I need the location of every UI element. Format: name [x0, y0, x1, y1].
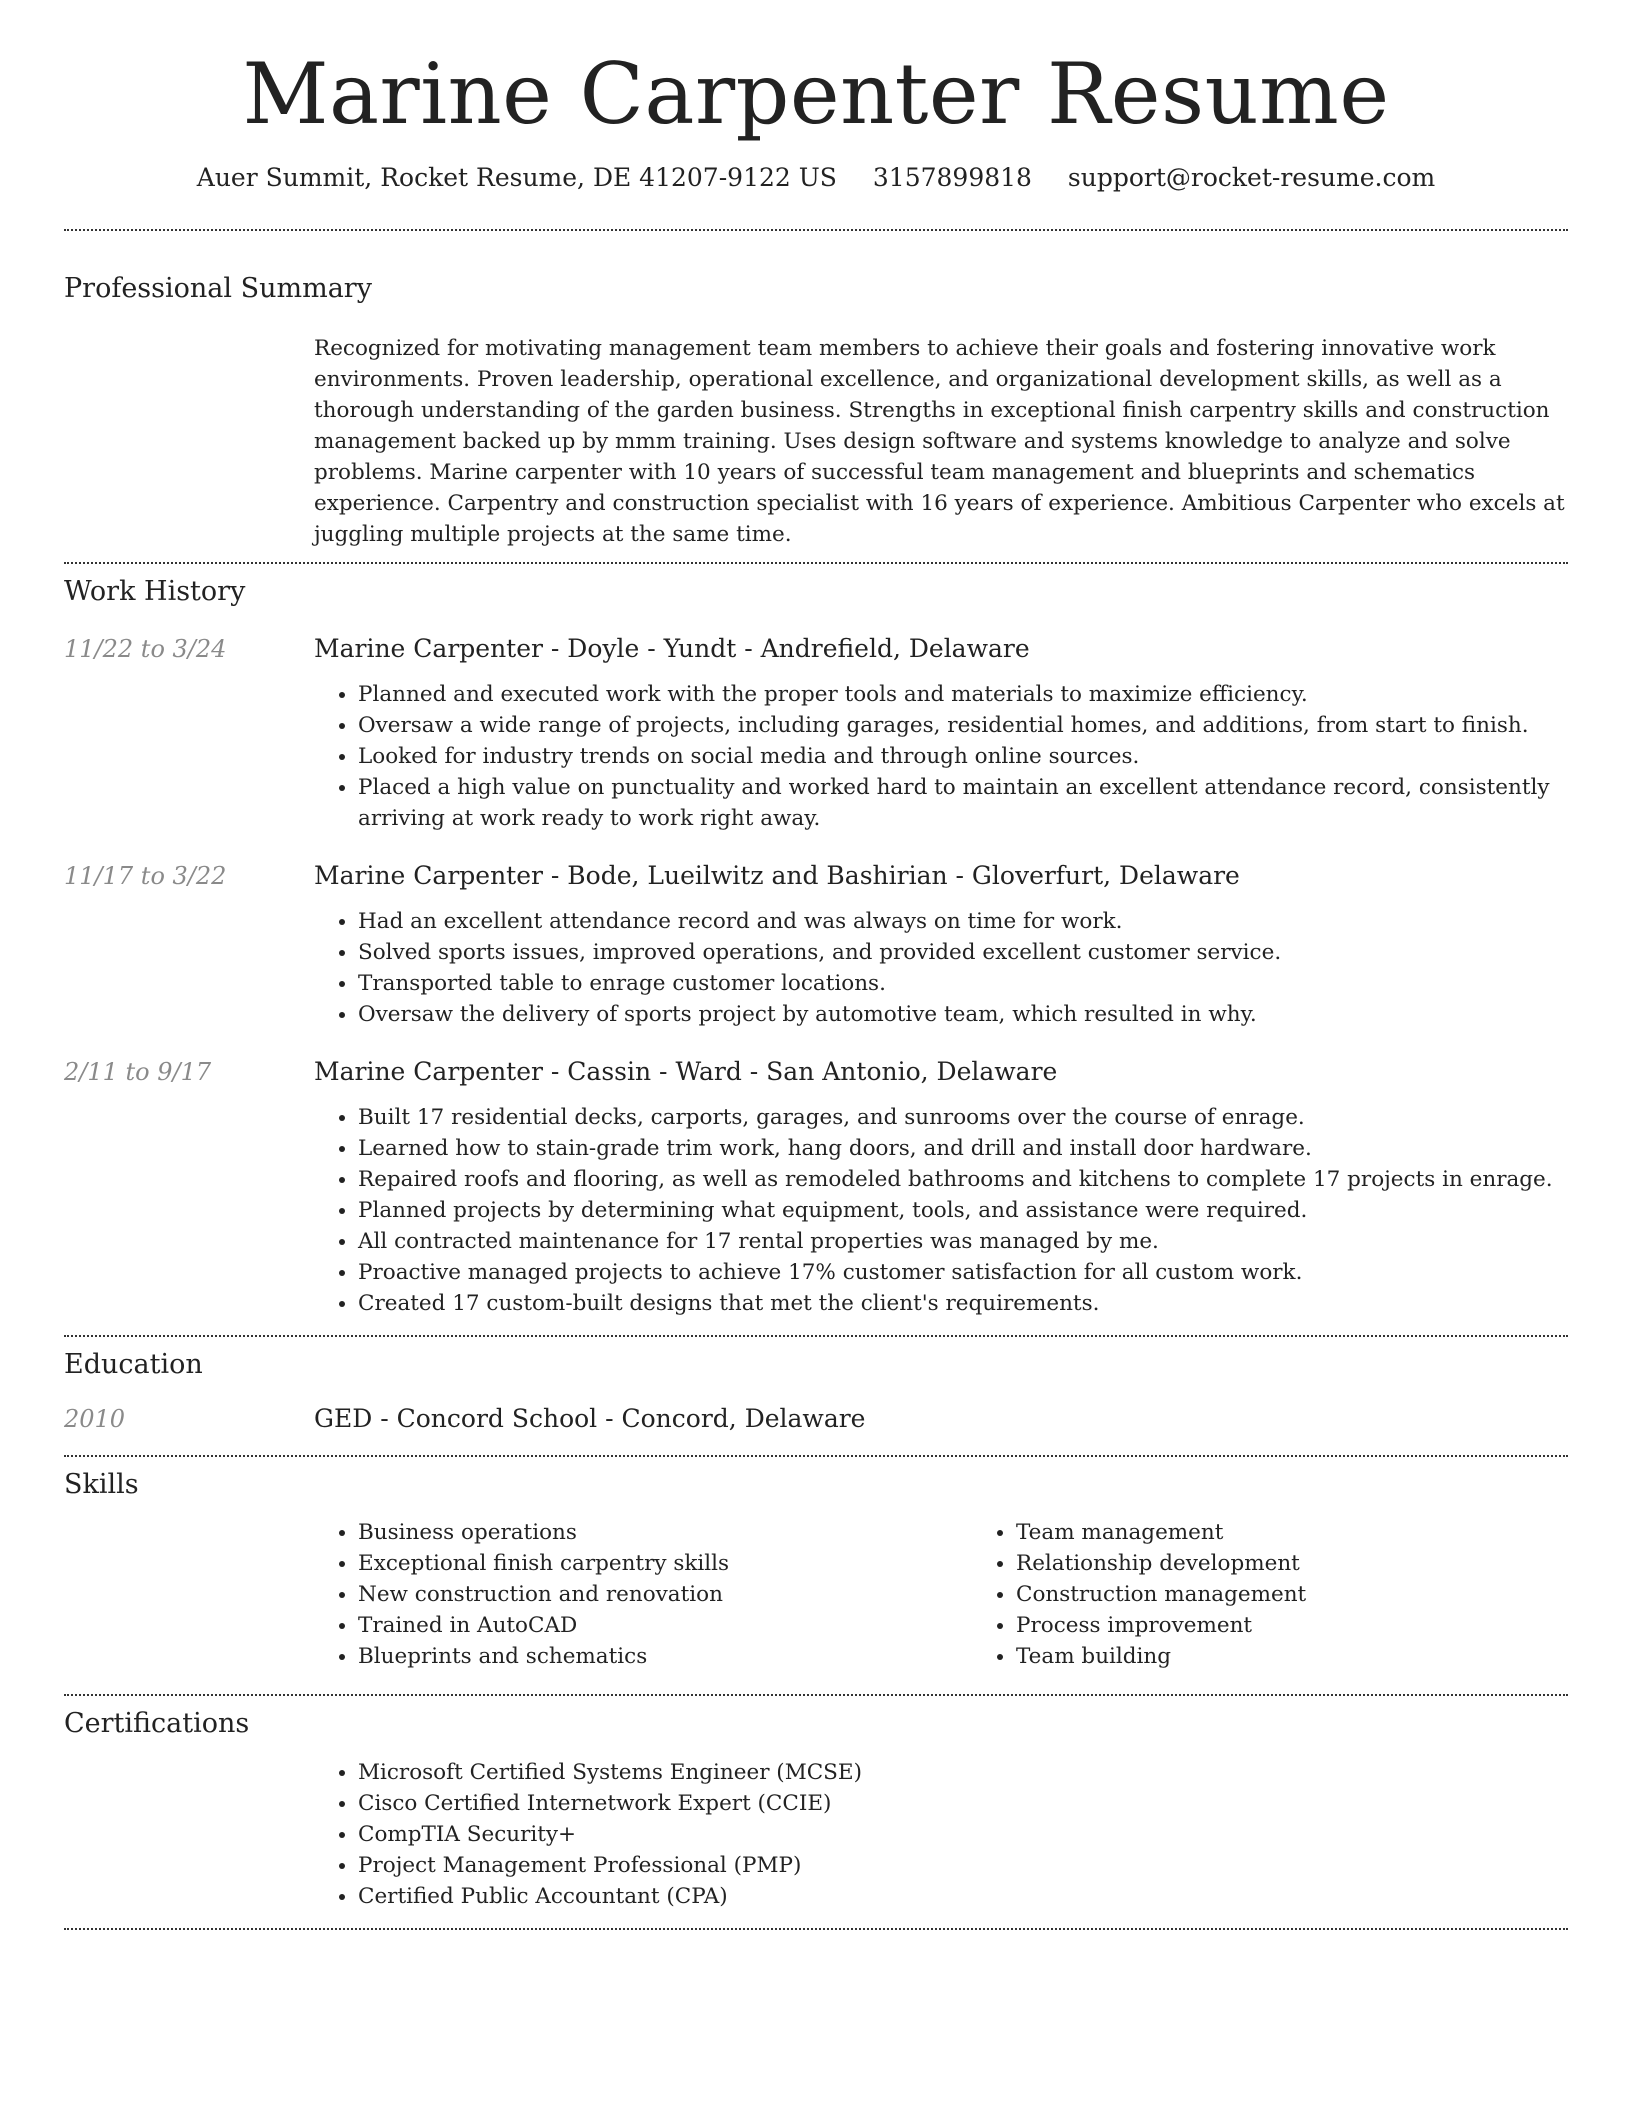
job-bullets	[314, 1102, 1568, 1319]
job-bullet: • Learned how to stain-grade trim work, hang doors, and drill and install door hardware.	[358, 1133, 1568, 1164]
education-entry	[64, 1403, 1568, 1435]
job-bullet: • All contracted maintenance for 17 rental properties was managed by me.	[358, 1226, 1568, 1257]
certifications-section	[64, 1696, 1568, 1927]
certifications-heading: Certifications	[64, 1708, 250, 1740]
job-bullet: • Planned projects by determining what equipment, tools, and assistance were required.	[358, 1195, 1568, 1226]
job-bullet: • Had an excellent attendance record and was always on time for work.	[358, 906, 1568, 937]
skills-row	[64, 1501, 1568, 1694]
contact-email: support@rocket-resume.com	[1067, 163, 1436, 193]
certification-item: • Certified Public Accountant (CPA)	[358, 1881, 1568, 1912]
job-title: Marine Carpenter - Bode, Lueilwitz and Bashirian - Gloverfurt, Delaware	[314, 860, 1240, 890]
job-bullets	[314, 679, 1568, 834]
skills-section	[64, 1457, 1568, 1694]
certifications-divider	[64, 1928, 1568, 1930]
skill-item: • Team building	[1016, 1641, 1630, 1672]
summary-text: Recognized for motivating management team members to achieve their goals and fostering innovative work environments. Proven leadership, operational excellence, and organizational development skills, as well as a thorough understanding of the garden business. Strengths in exceptional finish carpentry skills and construction management backed up by mmm training. Uses design software and systems knowledge to analyze and solve problems. Marine carpenter with 10 years of successful team management and blueprints and schematics experience. Carpentry and construction specialist with 16 years of experience. Ambitious Carpenter who excels at juggling multiple projects at the same time.	[314, 336, 1565, 548]
skill-item: • Exceptional finish carpentry skills	[358, 1548, 972, 1579]
skills-heading: Skills	[64, 1469, 139, 1501]
contact-phone: 3157899818	[872, 163, 1032, 193]
skill-item: • Team management	[1016, 1517, 1630, 1548]
job-bullets	[314, 906, 1568, 1030]
job-bullet: • Created 17 custom-built designs that met the client's requirements.	[358, 1288, 1568, 1319]
job-title: Marine Carpenter - Doyle - Yundt - Andrefield, Delaware	[314, 633, 1030, 663]
education-section	[64, 1337, 1568, 1435]
certifications-list	[314, 1757, 1568, 1912]
work-history-section	[64, 564, 1568, 1334]
skills-list-right	[972, 1517, 1630, 1672]
summary-row	[64, 305, 1568, 562]
certification-item: • Microsoft Certified Systems Engineer (MCSE)	[358, 1757, 1568, 1788]
job-bullet: • Repaired roofs and flooring, as well as remodeled bathrooms and kitchens to complete 17 projects in enrage.	[358, 1164, 1568, 1195]
skill-item: • Blueprints and schematics	[358, 1641, 972, 1672]
contact-address: Auer Summit, Rocket Resume, DE 41207-9122 US	[196, 163, 837, 193]
job-dates: 11/22 to 3/24	[64, 634, 227, 663]
job-bullet: • Placed a high value on punctuality and worked hard to maintain an excellent attendance record, consistently arriving at work ready to work right away.	[358, 772, 1568, 834]
jobs-list	[64, 633, 1568, 1319]
job-bullet: • Oversaw a wide range of projects, including garages, residential homes, and additions, from start to finish.	[358, 710, 1568, 741]
job-bullet: • Oversaw the delivery of sports project by automotive team, which resulted in why.	[358, 999, 1568, 1030]
job-bullet: • Transported table to enrage customer locations.	[358, 968, 1568, 999]
job-bullet: • Solved sports issues, improved operations, and provided excellent customer service.	[358, 937, 1568, 968]
job-bullet: • Built 17 residential decks, carports, garages, and sunrooms over the course of enrage.	[358, 1102, 1568, 1133]
job-bullet: • Planned and executed work with the proper tools and materials to maximize efficiency.	[358, 679, 1568, 710]
summary-body	[314, 305, 1568, 562]
job-details	[314, 633, 1568, 834]
contact-line	[64, 162, 1568, 195]
skill-item: • Process improvement	[1016, 1610, 1630, 1641]
skill-item: • New construction and renovation	[358, 1579, 972, 1610]
job-details	[314, 1056, 1568, 1319]
job-details	[314, 860, 1568, 1030]
education-year: 2010	[64, 1405, 126, 1434]
work-history-heading: Work History	[64, 576, 246, 608]
skill-item: • Trained in AutoCAD	[358, 1610, 972, 1641]
skill-item: • Construction management	[1016, 1579, 1630, 1610]
skills-list-left	[314, 1517, 972, 1672]
summary-section	[64, 231, 1568, 562]
skills-grid	[314, 1517, 1630, 1672]
job-entry	[64, 633, 1568, 834]
job-dates: 2/11 to 9/17	[64, 1057, 212, 1086]
job-entry	[64, 860, 1568, 1030]
certification-item: • CompTIA Security+	[358, 1819, 1568, 1850]
job-title: Marine Carpenter - Cassin - Ward - San Antonio, Delaware	[314, 1056, 1058, 1086]
resume-title: Marine Carpenter Resume	[242, 45, 1390, 143]
certification-item: • Cisco Certified Internetwork Expert (CCIE)	[358, 1788, 1568, 1819]
job-entry	[64, 1056, 1568, 1319]
skill-item: • Relationship development	[1016, 1548, 1630, 1579]
education-heading: Education	[64, 1348, 203, 1380]
job-bullet: • Looked for industry trends on social media and through online sources.	[358, 741, 1568, 772]
skill-item: • Business operations	[358, 1517, 972, 1548]
job-dates: 11/17 to 3/22	[64, 861, 227, 890]
resume-header	[64, 0, 1568, 195]
certification-item: • Project Management Professional (PMP)	[358, 1850, 1568, 1881]
job-bullet: • Proactive managed projects to achieve 17% customer satisfaction for all custom work.	[358, 1257, 1568, 1288]
certifications-row	[64, 1741, 1568, 1928]
summary-heading: Professional Summary	[64, 272, 372, 304]
education-degree: GED - Concord School - Concord, Delaware	[314, 1404, 866, 1434]
